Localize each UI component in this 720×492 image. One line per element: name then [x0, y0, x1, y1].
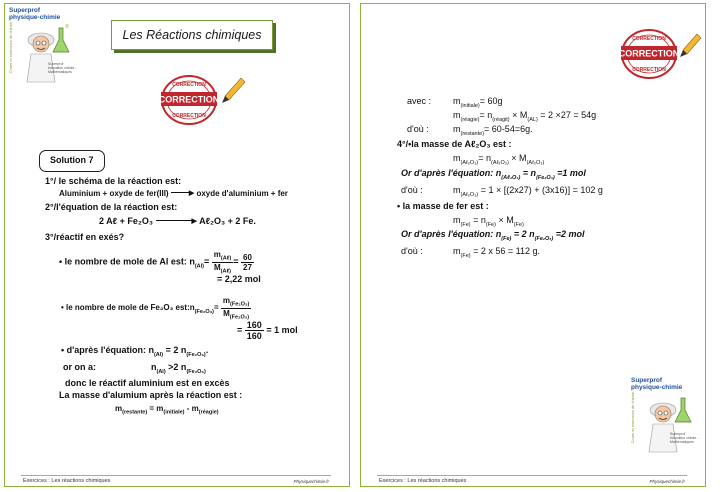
equation-relation: • d'après l'équation: $n_{(Al)} = 2$ $n_{(Fe_2O_3)}$.: [61, 345, 209, 358]
scientist-illustration-icon-2: [641, 390, 699, 456]
l2a: m: [453, 110, 461, 120]
l1a: m: [453, 96, 461, 106]
l2d: = 2 ×27 = 54g: [537, 110, 597, 120]
l4s: (Aℓ₂O₃): [460, 159, 479, 166]
fe-moles-result: = 1 mol: [266, 324, 298, 335]
masse-text: La masse d'alumium après la réaction est :: [59, 390, 243, 400]
al-num: m: [213, 250, 221, 259]
footer-divider: [21, 475, 331, 476]
l4c: × M: [508, 153, 527, 163]
fe-num: m: [222, 296, 231, 305]
or2b: = 2 n: [511, 229, 535, 239]
l6b: = n: [470, 215, 486, 225]
m-reagie-line: [453, 110, 596, 123]
fe-moles-sub: (Fe₂O₃): [194, 308, 214, 315]
stamp-main-text: CORRECTION: [159, 94, 220, 105]
q1-text: 1°/ le schéma de la réaction est:: [45, 176, 182, 186]
fe-moles-label: • le nombre de mole de Fe₂O₃ est:n: [61, 303, 195, 313]
arrowhead-icon: ▶: [188, 190, 195, 197]
conclusion-text: donc le réactif aluminium est en excès: [65, 378, 230, 388]
fe-moles-line: • le nombre de mole de Fe₂O₃ $est:n_{(Fe_2O_3)}=$ $\frac{m_{(Fe_2O_3)}}{M_{(Fe_2O_3)}}$: [61, 296, 250, 321]
superprof-logo-2: [629, 376, 703, 456]
or2c: =2 mol: [553, 229, 585, 239]
l6s2: (Fe): [485, 221, 496, 228]
logo-side-text: Cours et exercices de chimie: [8, 22, 13, 74]
l6s3: (Fe): [513, 221, 524, 228]
fe-value-fraction: [245, 320, 264, 341]
or2: Or d'après l'équation: n: [401, 229, 502, 239]
or-equation-1: [401, 168, 586, 181]
al-value-den: 27: [243, 262, 252, 272]
logo-line1: Superprof: [9, 7, 41, 14]
eq-relation-sub1: (Al): [153, 351, 164, 358]
l6s: (Fe): [460, 221, 471, 228]
page-title-box: [111, 20, 273, 50]
l3a: m: [453, 124, 461, 134]
dou-label-2: d'où :: [401, 185, 423, 195]
footer-left-2: Exercices : Les réactions chimiques: [379, 478, 467, 484]
dou-label-1: d'où :: [407, 124, 429, 134]
scheme-left: Aluminium + oxyde de fer(III): [59, 189, 169, 198]
fer-text: • la masse de fer est :: [397, 201, 489, 211]
al-value-num: 60: [243, 252, 252, 262]
al-value-fraction: [241, 253, 254, 272]
mf-c: - m: [184, 404, 199, 413]
superprof-logo: [7, 6, 81, 86]
stamp-top-text: CORRECTION: [172, 82, 206, 88]
mf-sub1: (restante): [122, 409, 148, 416]
logo2-side-text: Cours et exercices de chimie: [630, 392, 635, 444]
l6a: m: [453, 215, 461, 225]
fe-value-num: 160: [246, 320, 262, 330]
m-al2o3-result: [453, 185, 603, 198]
page-left: [4, 3, 350, 487]
q2-text: 2°/l'équation de la réaction est:: [45, 202, 178, 212]
footer-right-2: Physiquechimie.fr: [649, 479, 685, 484]
correction-stamp-icon: [159, 74, 249, 130]
m-restante-line: [453, 124, 533, 137]
or1s: (Aℓ₂O₃): [501, 174, 521, 181]
or2s2: (Fe₂O₃): [534, 235, 554, 242]
comparison-sub2: (Fe₂O₃): [186, 368, 206, 375]
al-den-sub: (Aℓ): [220, 268, 231, 275]
m-initiale-line: [453, 96, 503, 109]
m-al2o3-formula: [453, 153, 544, 166]
l5a: m: [453, 185, 461, 195]
or1: Or d'après l'équation: n: [401, 168, 502, 178]
l7a: m: [453, 246, 461, 256]
l2c: × M: [509, 110, 528, 120]
solution-label: Solution 7: [50, 155, 94, 165]
fe-den: M: [223, 308, 230, 318]
footer-right: Physiquechimie.fr: [293, 479, 329, 484]
scheme-right: oxyde d'aluminium + fer: [196, 189, 288, 198]
eq-relation-label: • d'après l'équation: n: [61, 345, 154, 355]
l2s: (réagie): [460, 116, 480, 123]
l4s2: (Aℓ₂O₃): [491, 159, 509, 166]
al-moles-result: = 2,22 mol: [217, 274, 261, 284]
comparison: [151, 362, 206, 375]
avec-label: avec :: [407, 96, 432, 106]
or1b: = n: [520, 168, 537, 178]
or1c: =1 mol: [554, 168, 586, 178]
mf-b: = m: [147, 404, 164, 413]
logo2-small-text: Superprof éducation chimie - Mathématiques: [670, 432, 699, 444]
l3b: = 60-54=6g.: [484, 124, 533, 134]
al-moles-line: • le nombre de mole de Al est: $n_{(Al)}=$ $\frac{m_{(A\ell)}}{M_{(A\ell)}}$ = $\frac{60}{27}$: [59, 250, 252, 275]
mf-sub2: (initiale): [163, 409, 185, 416]
logo2-line1: Superprof: [631, 377, 663, 384]
page-right: [360, 3, 706, 487]
page-title: Les Réactions chimiques: [122, 28, 262, 42]
l4s3: (Aℓ₂O₃): [526, 159, 545, 166]
stamp2-main-text: CORRECTION: [619, 48, 680, 59]
al-moles-label: • le nombre de mole de Al est: n: [59, 256, 195, 267]
q4-text: 4°/•la masse de Aℓ₂O₃ est :: [397, 139, 512, 149]
l1b: = 60g: [479, 96, 503, 106]
equation-right: Aℓ₂O₃ + 2 Fe.: [199, 216, 256, 226]
logo-small-text: Superprof éducation chimie - Mathématiques: [48, 62, 77, 74]
l4a: m: [453, 153, 461, 163]
m-fe-result: [453, 246, 540, 259]
l2b: = n: [479, 110, 493, 120]
balanced-equation: [99, 216, 256, 226]
al-den: M: [214, 262, 221, 272]
fe-value-line: = $\frac{160}{160}$ = 1 mol: [237, 320, 298, 341]
or2s: (Fe): [501, 235, 512, 242]
footer-left: Exercices : Les réactions chimiques: [23, 478, 111, 484]
al-moles-sub: (Al): [194, 263, 205, 270]
l6c: × M: [495, 215, 514, 225]
fe-den-sub: (Fe₂O₃): [229, 314, 250, 321]
al-formula-fraction: [212, 250, 233, 274]
equation-arrow-icon: [156, 220, 192, 221]
dou-label-3: d'où :: [401, 246, 423, 256]
l2s2: (réagit): [492, 116, 510, 123]
comparison-mid: >2 n: [165, 362, 187, 372]
l4b: = n: [478, 153, 492, 163]
correction-stamp-icon-2: [619, 28, 703, 84]
scientist-illustration-icon: [19, 20, 77, 86]
l7b: = 2 x 56 = 112 g.: [470, 246, 540, 256]
fe-num-sub: (Fe₂O₃): [230, 301, 250, 308]
or-label: or on a:: [63, 362, 96, 372]
mf-a: m: [115, 404, 123, 413]
m-fe-formula: [453, 215, 524, 228]
equation-left: 2 Aℓ + Fe₂O₃: [99, 216, 153, 226]
footer-divider-2: [377, 475, 687, 476]
fe-formula-fraction: [221, 296, 251, 320]
l5b: = 1 × [(2x27) + (3x16)] = 102 g: [478, 185, 603, 195]
fe-value-den: 160: [246, 331, 262, 341]
mf-sub3: (réagie): [198, 409, 219, 416]
comparison-n: n: [151, 362, 157, 372]
stamp2-bottom-text: CORRECTION: [632, 67, 666, 73]
l5s: (Aℓ₂O₃): [460, 191, 479, 198]
logo2-line2: physique-chimie: [631, 384, 683, 391]
l2s3: (AL): [527, 116, 538, 123]
mass-formula: [115, 404, 219, 416]
comparison-sub1: (Al): [156, 368, 166, 375]
q3-text: 3°/réactif en exés?: [45, 232, 125, 242]
l7s: (Fe): [460, 252, 471, 259]
eq-relation-mid: = 2 n: [163, 345, 187, 355]
logo-line2: physique-chimie: [9, 14, 61, 21]
solution-label-box: [39, 150, 105, 172]
l3s: (restante): [460, 130, 485, 137]
al-num-sub: (Aℓ): [220, 255, 232, 262]
stamp2-top-text: CORRECTION: [632, 36, 666, 42]
l1s: (initiale): [460, 102, 480, 109]
reaction-scheme: [59, 189, 288, 198]
stamp-bottom-text: CORRECTION: [172, 113, 206, 119]
equation-arrowhead-icon: ▶: [191, 218, 197, 225]
or1s2: (Fe₂O₃): [536, 174, 555, 181]
or-equation-2: [401, 229, 585, 242]
eq-relation-sub2: (Fe₂O₃): [186, 351, 206, 358]
arrow-icon: [171, 192, 189, 193]
